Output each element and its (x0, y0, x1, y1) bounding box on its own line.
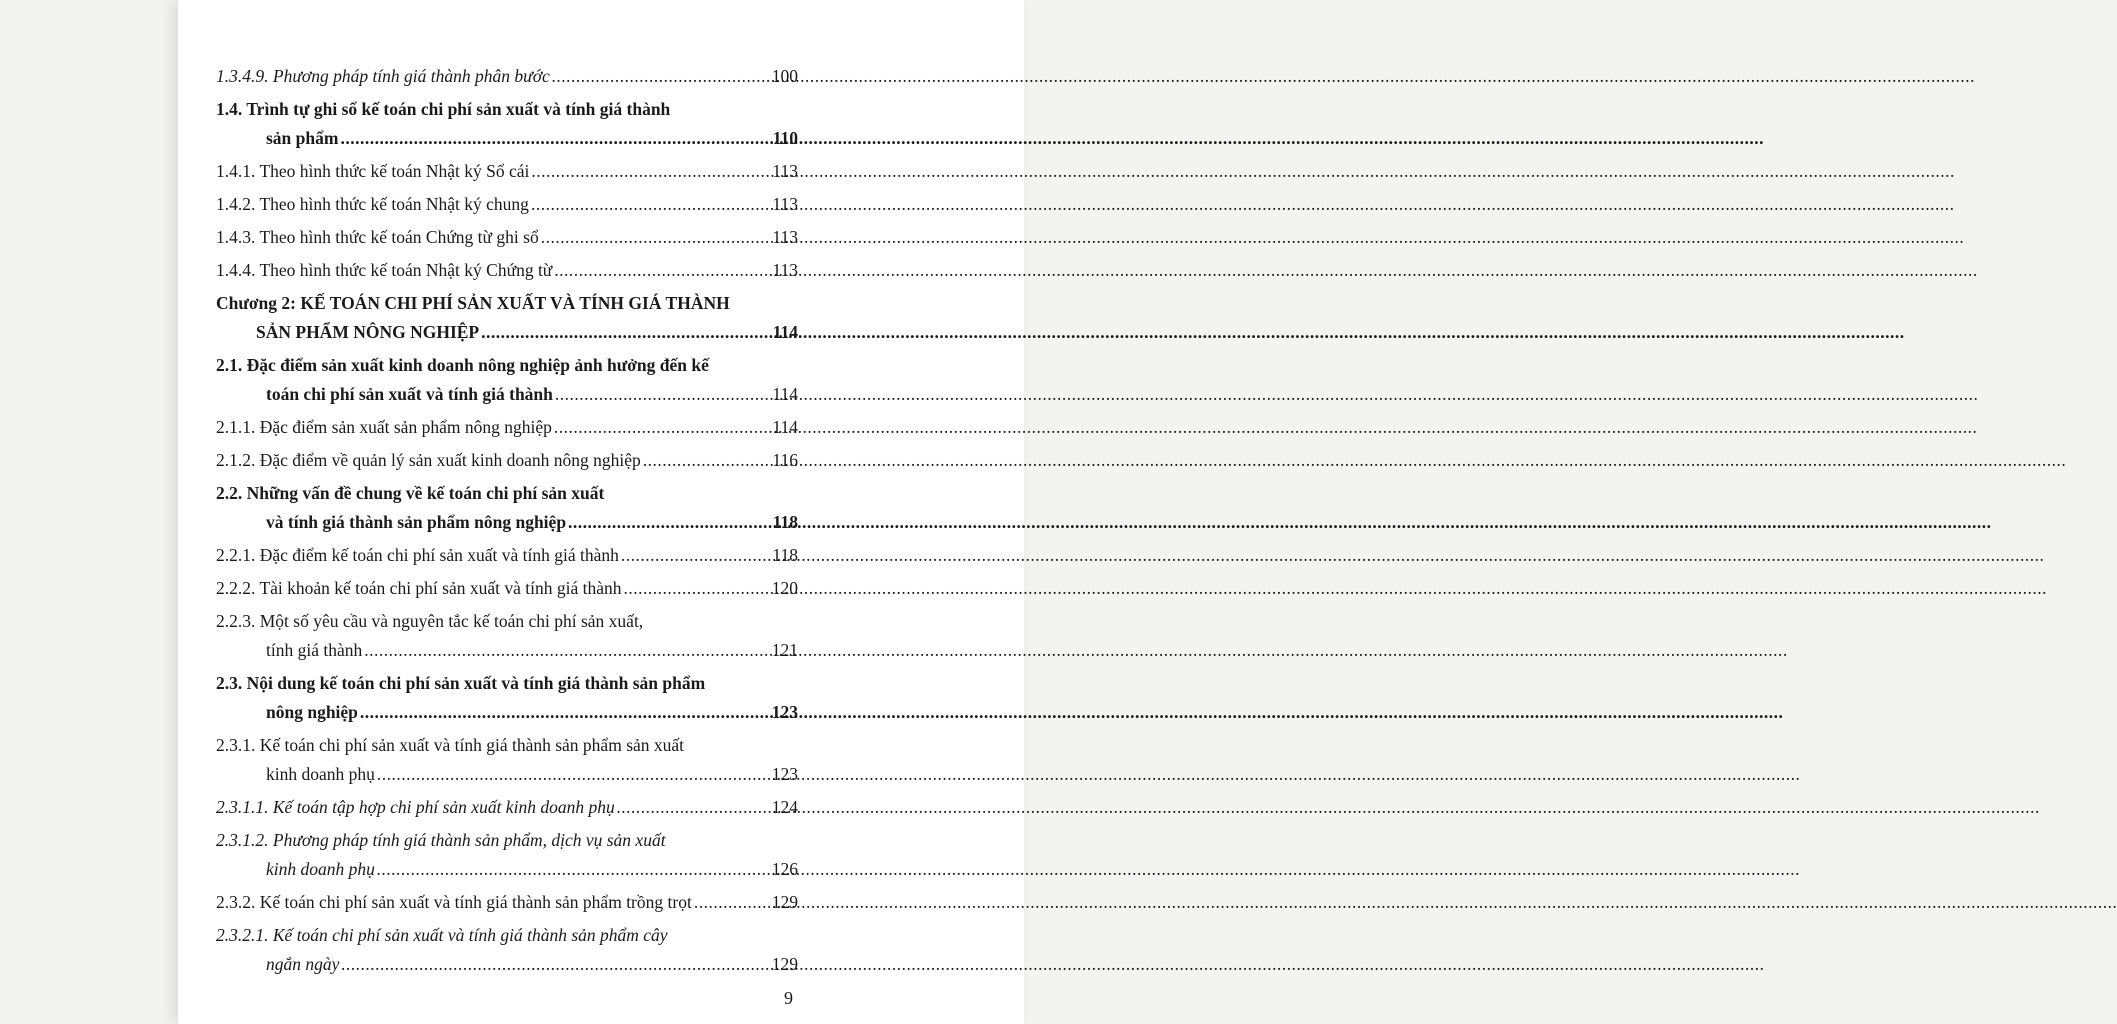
leader-dots (621, 541, 770, 570)
toc-page-number: 118 (772, 545, 798, 565)
leader-dots (531, 157, 769, 186)
toc-page-number: 113 (772, 227, 798, 247)
toc-entry: 2.2.2. Tài khoản kế toán chi phí sản xuất và tính giá thành ..... 120 (216, 574, 798, 603)
toc-page-number: 123 (771, 702, 798, 722)
toc-page-number: 129 (771, 892, 798, 912)
leader-dots (360, 698, 769, 727)
toc-entry: 2.3.2.1. Kế toán chi phí sản xuất và tính giá thành sản phẩm cây ngắn ngày ..... 129 (216, 921, 798, 979)
toc-entry: 2.3.1.2. Phương pháp tính giá thành sản phẩm, dịch vụ sản xuất kinh doanh phụ ..... 126 (216, 826, 798, 884)
table-of-contents (216, 62, 798, 979)
toc-page-number: 126 (771, 859, 798, 879)
leader-dots (555, 380, 769, 409)
leader-dots (481, 318, 770, 347)
page-number: 9 (784, 988, 793, 1008)
toc-entry: 1.4. Trình tự ghi sổ kế toán chi phí sản xuất và tính giá thành sản phẩm ..... 110 (216, 95, 798, 153)
leader-dots (617, 793, 769, 822)
toc-entry: 2.1.2. Đặc điểm về quản lý sản xuất kinh doanh nông nghiệp ..... 116 (216, 446, 798, 475)
leader-dots (568, 508, 770, 537)
leader-dots (341, 950, 768, 979)
toc-page-number: 116 (772, 450, 798, 470)
toc-page-number: 113 (772, 161, 798, 181)
toc-entry: 2.2.1. Đặc điểm kế toán chi phí sản xuất và tính giá thành ..... 118 (216, 541, 798, 570)
toc-page-number: 121 (771, 640, 798, 660)
toc-entry: 2.3.1.1. Kế toán tập hợp chi phí sản xuất kinh doanh phụ ..... 124 (216, 793, 798, 822)
leader-dots (643, 446, 770, 475)
toc-page-number: 124 (771, 797, 798, 817)
toc-entry: 2.1.1. Đặc điểm sản xuất sản phẩm nông nghiệp ..... 114 (216, 413, 798, 442)
toc-entry: 2.3.1. Kế toán chi phí sản xuất và tính giá thành sản phẩm sản xuất kinh doanh phụ ..... 123 (216, 731, 798, 789)
toc-entry: 2.2.3. Một số yêu cầu và nguyên tắc kế toán chi phí sản xuất, tính giá thành ..... 121 (216, 607, 798, 665)
leader-dots (340, 124, 769, 153)
toc-page-number: 129 (771, 954, 798, 974)
toc-entry: 1.4.1. Theo hình thức kế toán Nhật ký Sổ cái ..... 113 (216, 157, 798, 186)
toc-page-number: 123 (771, 764, 798, 784)
toc-entry: 1.4.3. Theo hình thức kế toán Chứng từ ghi sổ ..... 113 (216, 223, 798, 252)
toc-page-number: 114 (772, 384, 798, 404)
leader-dots (531, 190, 769, 219)
leader-dots (541, 223, 770, 252)
toc-entry: 1.3.4.9. Phương pháp tính giá thành phân bước ..... 100 (216, 62, 798, 91)
leader-dots (377, 760, 769, 789)
toc-page-number: 110 (772, 128, 798, 148)
toc-page-number: 114 (772, 322, 798, 342)
toc-entry: 1.4.2. Theo hình thức kế toán Nhật ký chung ..... 113 (216, 190, 798, 219)
toc-entry: 2.1. Đặc điểm sản xuất kinh doanh nông nghiệp ảnh hưởng đến kế toán chi phí sản xuất và tính giá thành ..... 114 (216, 351, 798, 409)
toc-page-number: 120 (771, 578, 798, 598)
toc-entry: 2.3. Nội dung kế toán chi phí sản xuất và tính giá thành sản phẩm nông nghiệp ..... 123 (216, 669, 798, 727)
leader-dots (554, 256, 769, 285)
toc-page-number: 100 (771, 66, 798, 86)
toc-entry: 2.2. Những vấn đề chung về kế toán chi phí sản xuất và tính giá thành sản phẩm nông nghiệp ..... 118 (216, 479, 798, 537)
toc-entry: 2.3.2. Kế toán chi phí sản xuất và tính giá thành sản phẩm trồng trọt ..... 129 (216, 888, 798, 917)
leader-dots (377, 855, 769, 884)
leader-dots (694, 888, 769, 917)
leader-dots (364, 636, 769, 665)
toc-page-number: 113 (772, 260, 798, 280)
toc-page-number: 113 (772, 194, 798, 214)
toc-page-number: 118 (772, 512, 798, 532)
leader-dots (624, 574, 769, 603)
toc-entry: 1.4.4. Theo hình thức kế toán Nhật ký Chứng từ ..... 113 (216, 256, 798, 285)
toc-page-number: 114 (772, 417, 798, 437)
leader-dots (554, 413, 770, 442)
toc-chapter-entry: Chương 2: KẾ TOÁN CHI PHÍ SẢN XUẤT VÀ TÍNH GIÁ THÀNH SẢN PHẨM NÔNG NGHIỆP ..... 114 (216, 289, 798, 347)
leader-dots (552, 62, 769, 91)
